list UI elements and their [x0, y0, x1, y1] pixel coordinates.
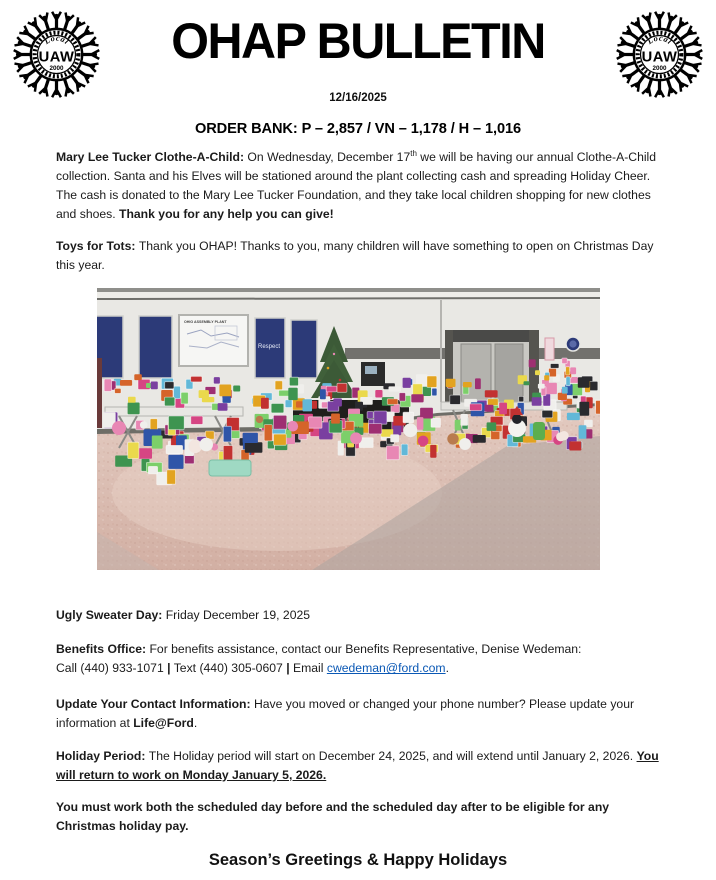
svg-text:UAW: UAW — [641, 49, 678, 66]
closing-greeting: Season’s Greetings & Happy Holidays — [208, 850, 508, 869]
clothe-a-child-paragraph: Mary Lee Tucker Clothe-A-Child: On Wednesday, December 17th we will be having our annual Clothe-A-Child collection. Santa and his Elves will be stationed around the plant collecting cash and spreading Holiday Cheer. The cash is donated to the Mary Lee Tucker Foundation, and they take local children shopping for new clothes and shoes. Thank you for any help you can give! — [56, 148, 657, 221]
benefits-office-paragraph: Benefits Office: For benefits assistance, contact our Benefits Representative, Denise Wedeman: Call (440) 933-1071 | Text (440) 305-0607 | Email cwedeman@ford.com. — [56, 642, 582, 676]
svg-text:Local: Local — [42, 33, 71, 47]
svg-text:OHIO ASSEMBLY PLANT: OHIO ASSEMBLY PLANT — [184, 320, 227, 325]
toys-for-tots-paragraph: Toys for Tots: Thank you OHAP! Thanks to you, many children will have something to open on Christmas Day this year. — [56, 238, 654, 272]
bulletin-date: 12/16/2025 — [329, 92, 387, 104]
update-contact-paragraph: Update Your Contact Information: Have you moved or changed your phone number? Please update your information at Life@Ford. — [56, 697, 635, 731]
uaw-local-2000-logo-left — [9, 7, 104, 102]
uaw-local-2000-logo-right — [612, 7, 707, 102]
svg-text:Respect: Respect — [258, 344, 281, 351]
page-title: OHAP BULLETIN — [171, 13, 545, 69]
bulletin-body — [56, 148, 660, 873]
order-bank-line: ORDER BANK: P – 2,857 / VN – 1,178 / H – 1,016 — [194, 121, 522, 137]
toys-donation-photo — [97, 288, 600, 570]
svg-text:UAW: UAW — [38, 49, 75, 66]
svg-text:2000: 2000 — [49, 65, 64, 73]
svg-text:Local: Local — [645, 33, 674, 47]
holiday-period-paragraph: Holiday Period: The Holiday period will start on December 24, 2025, and will extend until January 2, 2026. You will return to work on Monday January 5, 2026. — [56, 748, 659, 782]
ugly-sweater-day-paragraph: Ugly Sweater Day: Friday December 19, 2025 — [56, 608, 311, 623]
email-link[interactable]: cwedeman@ford.com — [326, 661, 446, 676]
svg-text:2000: 2000 — [652, 65, 667, 73]
holiday-pay-notice-paragraph: You must work both the scheduled day before and the scheduled day after to be eligible for any Christmas holiday pay. — [56, 799, 610, 833]
